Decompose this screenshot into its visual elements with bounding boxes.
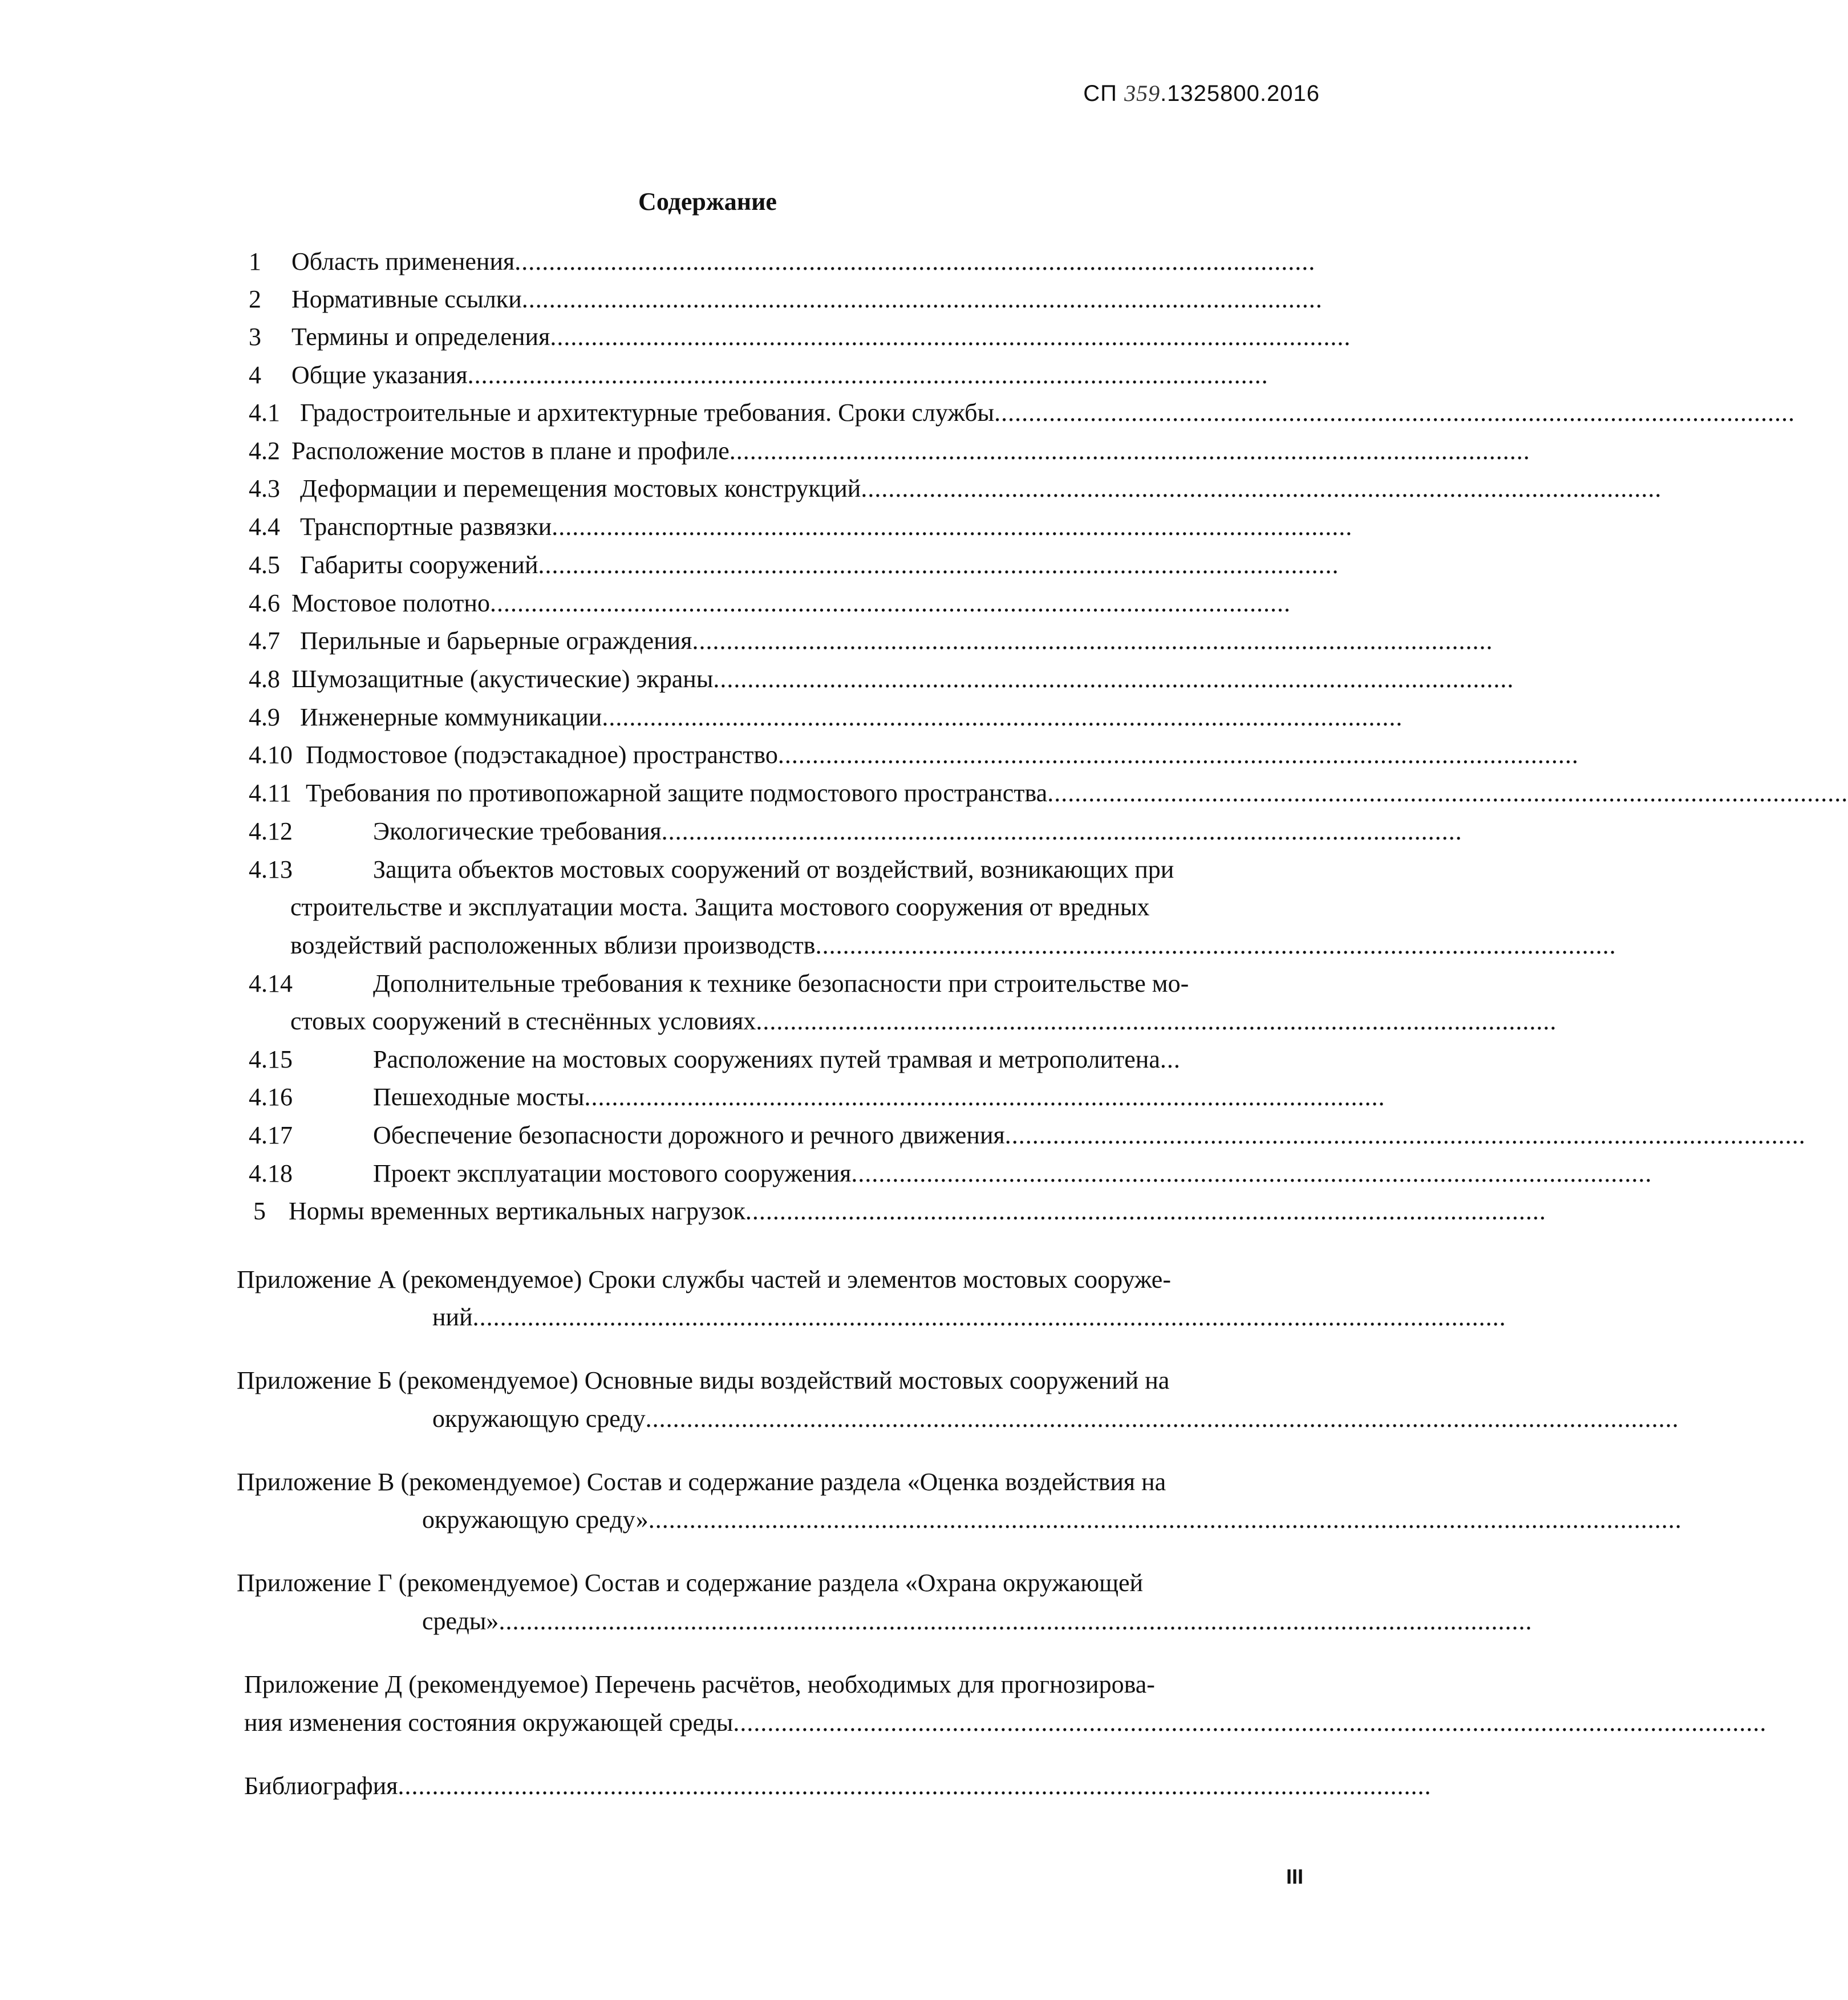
leader-dots: ..................................................................................................................... (552, 513, 1353, 541)
toc-entry[interactable] (249, 509, 1353, 545)
toc-line (290, 928, 1616, 963)
appendix-title: Приложение В (рекомендуемое) Состав и содержание раздела «Оценка воздействия на (237, 1468, 1166, 1496)
toc-number: 4.11 (249, 779, 292, 807)
toc-title: Габариты сооружений (300, 551, 538, 579)
leader-dots: ..................................................................................................................... (851, 1159, 1652, 1187)
leader-dots: ..................................................................................................................... (745, 1197, 1546, 1225)
toc-entry[interactable] (249, 471, 1662, 506)
toc-number: 4.17 (249, 1121, 293, 1149)
leader-dots: ..................................................................................................................... (584, 1083, 1385, 1111)
leader-dots: ..................................................................................................................... (713, 665, 1514, 693)
appendix-line (237, 1464, 1323, 1500)
bibliography-title: Библиография (244, 1772, 398, 1800)
toc-number: 4.1 (249, 399, 280, 427)
toc-entry[interactable] (249, 358, 1269, 393)
leader-dots: ....................................................................................................................................................... (648, 1506, 1682, 1534)
toc-title: Расположение на мостовых сооружениях путей трамвая и метрополитена (373, 1045, 1160, 1073)
leader-dots: ....................................................................................................................................................... (499, 1607, 1533, 1635)
toc-title-cont: стовых сооружений в стеснённых условиях (290, 1007, 756, 1035)
toc-entry[interactable] (249, 737, 1579, 773)
toc-title: Перильные и барьерные ограждения (300, 627, 692, 655)
toc-title: Нормы временных вертикальных нагрузок (289, 1197, 745, 1225)
toc-title: Экологические требования (373, 817, 662, 845)
appendix-title-cont: среды» (422, 1607, 499, 1635)
appendix-title-cont: окружающую среду (432, 1405, 646, 1433)
toc-number: 4.2 (249, 437, 280, 465)
toc-title: Защита объектов мостовых сооружений от воздействий, возникающих при (373, 855, 1174, 883)
toc-number: 1 (249, 248, 261, 275)
toc-title: Градостроительные и архитектурные требования. Сроки службы (300, 399, 995, 427)
toc-number: 4.5 (249, 551, 280, 579)
toc-title: Требования по противопожарной защите подмостового пространства (306, 779, 1048, 807)
toc-number: 3 (249, 323, 261, 351)
toc-number: 4.8 (249, 665, 280, 693)
appendix-title: Приложение Д (рекомендуемое) Перечень расчётов, необходимых для прогнозирова- (244, 1670, 1155, 1698)
toc-title: Обеспечение безопасности дорожного и речного движения (373, 1121, 1005, 1149)
appendix-title: Приложение А (рекомендуемое) Сроки службы частей и элементов мостовых сооруже- (237, 1265, 1171, 1293)
toc-title: Мостовое полотно (291, 589, 490, 617)
appendix-title-cont: ния изменения состояния окружающей среды (244, 1709, 733, 1737)
toc-line (249, 852, 1321, 887)
toc-entry[interactable] (249, 319, 1351, 355)
toc-entry[interactable] (249, 244, 1316, 279)
toc-title-cont: воздействий расположенных вблизи производств (290, 931, 816, 959)
toc-title: Дополнительные требования к технике безопасности при строительстве мо- (373, 969, 1189, 997)
toc-number: 4.18 (249, 1159, 293, 1187)
appendix-line (237, 1262, 1323, 1297)
toc-number: 4.4 (249, 513, 280, 541)
toc-title: Деформации и перемещения мостовых конструкций (300, 474, 861, 502)
toc-number: 4 (249, 361, 261, 389)
toc-entry[interactable] (249, 547, 1339, 583)
appendix-line (244, 1705, 1767, 1741)
toc-title: Нормативные ссылки (291, 285, 522, 313)
leader-dots: ....................................................................................................................................................... (398, 1772, 1432, 1800)
toc-entry[interactable] (249, 1156, 1652, 1191)
leader-dots: ..................................................................................................................... (489, 589, 1291, 617)
page-number: III (1286, 1865, 1304, 1888)
toc-line (290, 890, 1323, 925)
toc-entry[interactable] (249, 395, 1796, 431)
leader-dots: ..................................................................................................................... (1004, 1121, 1806, 1149)
toc-entry[interactable] (249, 814, 1462, 849)
leader-dots: ....................................................................................................................................................... (472, 1303, 1506, 1331)
toc-number: 4.3 (249, 474, 280, 502)
toc-line (290, 1004, 1557, 1039)
document-code (1083, 80, 1320, 107)
leader-dots: ..................................................................................................................... (538, 551, 1339, 579)
toc-title-cont: строительстве и эксплуатации моста. Защита мостового сооружения от вредных (290, 893, 1150, 921)
toc-number: 4.16 (249, 1083, 293, 1111)
toc-number: 5 (253, 1197, 266, 1225)
leader-dots: ..................................................................................................................... (602, 703, 1403, 731)
appendix-line (244, 1667, 1322, 1702)
toc-entry[interactable] (249, 1042, 1310, 1077)
leader-dots: ..................................................................................................................... (692, 627, 1493, 655)
toc-title: Проект эксплуатации мостового сооружения (373, 1159, 852, 1187)
appendix-line (422, 1502, 1682, 1537)
toc-entry[interactable] (249, 700, 1403, 735)
toc-number: 2 (249, 285, 261, 313)
leader-dots: ..................................................................................................................... (1047, 779, 1848, 807)
leader-dots: ..................................................................................................................... (467, 361, 1269, 389)
toc-number: 4.15 (249, 1045, 293, 1073)
toc-title: Расположение мостов в плане и профиле (291, 437, 730, 465)
toc-entry[interactable] (249, 282, 1323, 317)
toc-number: 4.10 (249, 741, 293, 769)
leader-dots: ..................................................................................................................... (994, 399, 1796, 427)
toc-line (249, 966, 1321, 1001)
handwritten-number: 359 (1124, 80, 1161, 106)
toc-title: Подмостовое (подэстакадное) пространство (306, 741, 778, 769)
toc-title: Шумозащитные (акустические) экраны (291, 665, 714, 693)
appendix-title-cont: окружающую среду» (422, 1506, 649, 1534)
toc-number: 4.7 (249, 627, 280, 655)
appendix-line (237, 1363, 1323, 1398)
toc-title: Инженерные коммуникации (300, 703, 602, 731)
toc-title: Общие указания (291, 361, 468, 389)
leader-dots: ..................................................................................................................... (550, 323, 1351, 351)
toc-title: Транспортные развязки (300, 513, 552, 541)
leader-dots: ..................................................................................................................... (514, 248, 1316, 275)
document-code-prefix: СП (1083, 81, 1117, 106)
appendix-title-cont: ний (432, 1303, 473, 1331)
toc-entry[interactable] (249, 662, 1514, 697)
toc-number: 4.9 (249, 703, 280, 731)
toc-entry[interactable] (249, 776, 1848, 811)
toc-entry[interactable] (249, 433, 1530, 469)
toc-title: Термины и определения (291, 323, 550, 351)
appendix-line (237, 1565, 1323, 1601)
toc-number: 4.12 (249, 817, 293, 845)
appendix-line (422, 1604, 1533, 1639)
leader-dots: ..................................................................................................................... (756, 1007, 1557, 1035)
toc-number: 4.13 (249, 855, 293, 883)
document-code-number: .1325800.2016 (1160, 81, 1320, 106)
toc-number: 4.14 (249, 969, 293, 997)
toc-title: Область применения (291, 248, 515, 275)
appendix-line (432, 1300, 1506, 1335)
page-title: Содержание (638, 188, 777, 216)
appendix-title: Приложение Г (рекомендуемое) Состав и содержание раздела «Охрана окружающей (237, 1569, 1144, 1597)
leader-dots: ... (1160, 1045, 1181, 1073)
appendix-line (432, 1401, 1679, 1437)
leader-dots: ..................................................................................................................... (521, 285, 1323, 313)
toc-entry[interactable] (249, 586, 1307, 621)
leader-dots: ..................................................................................................................... (777, 741, 1579, 769)
leader-dots: ..................................................................................................................... (815, 931, 1616, 959)
leader-dots: ....................................................................................................................................................... (733, 1709, 1767, 1737)
toc-entry[interactable] (253, 1194, 1546, 1229)
leader-dots: ..................................................................................................................... (661, 817, 1462, 845)
bibliography-entry[interactable] (244, 1768, 1432, 1804)
leader-dots: ..................................................................................................................... (861, 474, 1662, 502)
toc-entry[interactable] (249, 1118, 1806, 1153)
leader-dots: ....................................................................................................................................................... (645, 1405, 1679, 1433)
toc-number: 4.6 (249, 589, 280, 617)
leader-dots: ..................................................................................................................... (729, 437, 1530, 465)
toc-entry[interactable] (249, 623, 1493, 659)
toc-title: Пешеходные мосты (373, 1083, 585, 1111)
toc-entry[interactable] (249, 1080, 1385, 1115)
appendix-title: Приложение Б (рекомендуемое) Основные виды воздействий мостовых сооружений на (237, 1366, 1170, 1394)
